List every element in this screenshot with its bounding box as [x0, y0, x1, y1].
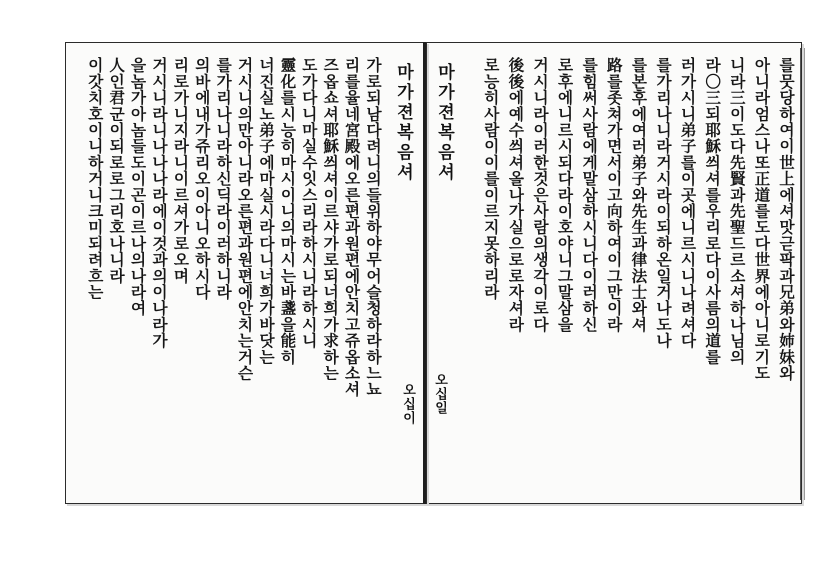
text-column: 를가리나니라거시라이되하온일거나도나: [654, 57, 673, 349]
running-header: 마가젼복음셔: [434, 63, 454, 183]
text-column: 러가시니弟子를이곳에니르시니나려셔다: [678, 57, 698, 349]
text-column: 즈옵쇼셔耶穌씌셔이르샤가로되너희가求하는: [321, 57, 341, 381]
text-column: 靈化를시능히마시이니의마시는바盞을能히: [278, 57, 298, 365]
right-page: [425, 42, 802, 504]
text-column: 거시니라니나나나라에이것과의이나라가: [150, 57, 169, 349]
text-column: 리로가니지라니이르셔가로오며: [171, 57, 191, 284]
book-gutter: [423, 42, 426, 504]
page-edge: [800, 48, 805, 500]
text-column: 路를좃쳐가면서이고向하여이그만이라: [604, 57, 624, 333]
text-column: 을놈가아놈들도이곤이르나의나라여: [128, 57, 148, 317]
text-column: 이갓치호이니하거니크미되려흐는: [85, 57, 105, 300]
text-column: 도가다니마실수잇스리라하시니라하시니: [299, 57, 319, 349]
text-column: 後後에예수씌셔올나가실으로로자셔라: [506, 57, 526, 333]
text-column: 로능히사람이이를이르지못하리라: [481, 57, 501, 300]
text-column: 가로되남다려니의들위하야무어슬청하라하느뇨: [364, 57, 383, 398]
text-column: 리를율네宮殿에오른편과원편에안치고쥬옵소셔: [342, 57, 362, 398]
text-column: 너진실노弟子에마실시라다니너희가바닷는: [257, 57, 276, 365]
text-column: 를뭇당하여이世上에셔맛귿팍과兄弟와姉妹와: [777, 57, 796, 381]
text-column: 거시니라이러한것은사람의생각이로다: [531, 57, 550, 333]
text-column: 를힘써사람에게말삼하시니다이러하신: [580, 57, 600, 333]
page-number: 오십일: [432, 373, 447, 415]
text-column: 아니라엄스나또正道를도다世界에아니로기도: [752, 57, 772, 381]
running-header: 마가젼복음셔: [393, 63, 413, 183]
left-page: [65, 42, 427, 504]
text-column: 거시니의만아니라오른편과원편에안치는거슨: [235, 57, 255, 381]
text-column: 로후에니르시되다라이호야니그말삼을: [555, 57, 575, 333]
text-column: 의바에내가쥬리오이아니오하시다: [192, 57, 212, 300]
right-page-columns: [426, 43, 801, 503]
text-column: 를가리나니라하신딕라이러하니라: [214, 57, 234, 300]
left-page-columns: [66, 43, 426, 503]
text-column: 人인君군이되로로그리호나니라: [107, 57, 127, 284]
page-number: 오십이: [400, 383, 415, 425]
text-column: 니라三이도다先賢과先聖드르소셔하나님의: [727, 57, 747, 365]
text-column: 라〇三되耶穌씌셔를우리로다이사름의道를: [703, 57, 723, 365]
text-column: 를본후에여러弟子와先生과律法士와셔: [629, 57, 649, 333]
